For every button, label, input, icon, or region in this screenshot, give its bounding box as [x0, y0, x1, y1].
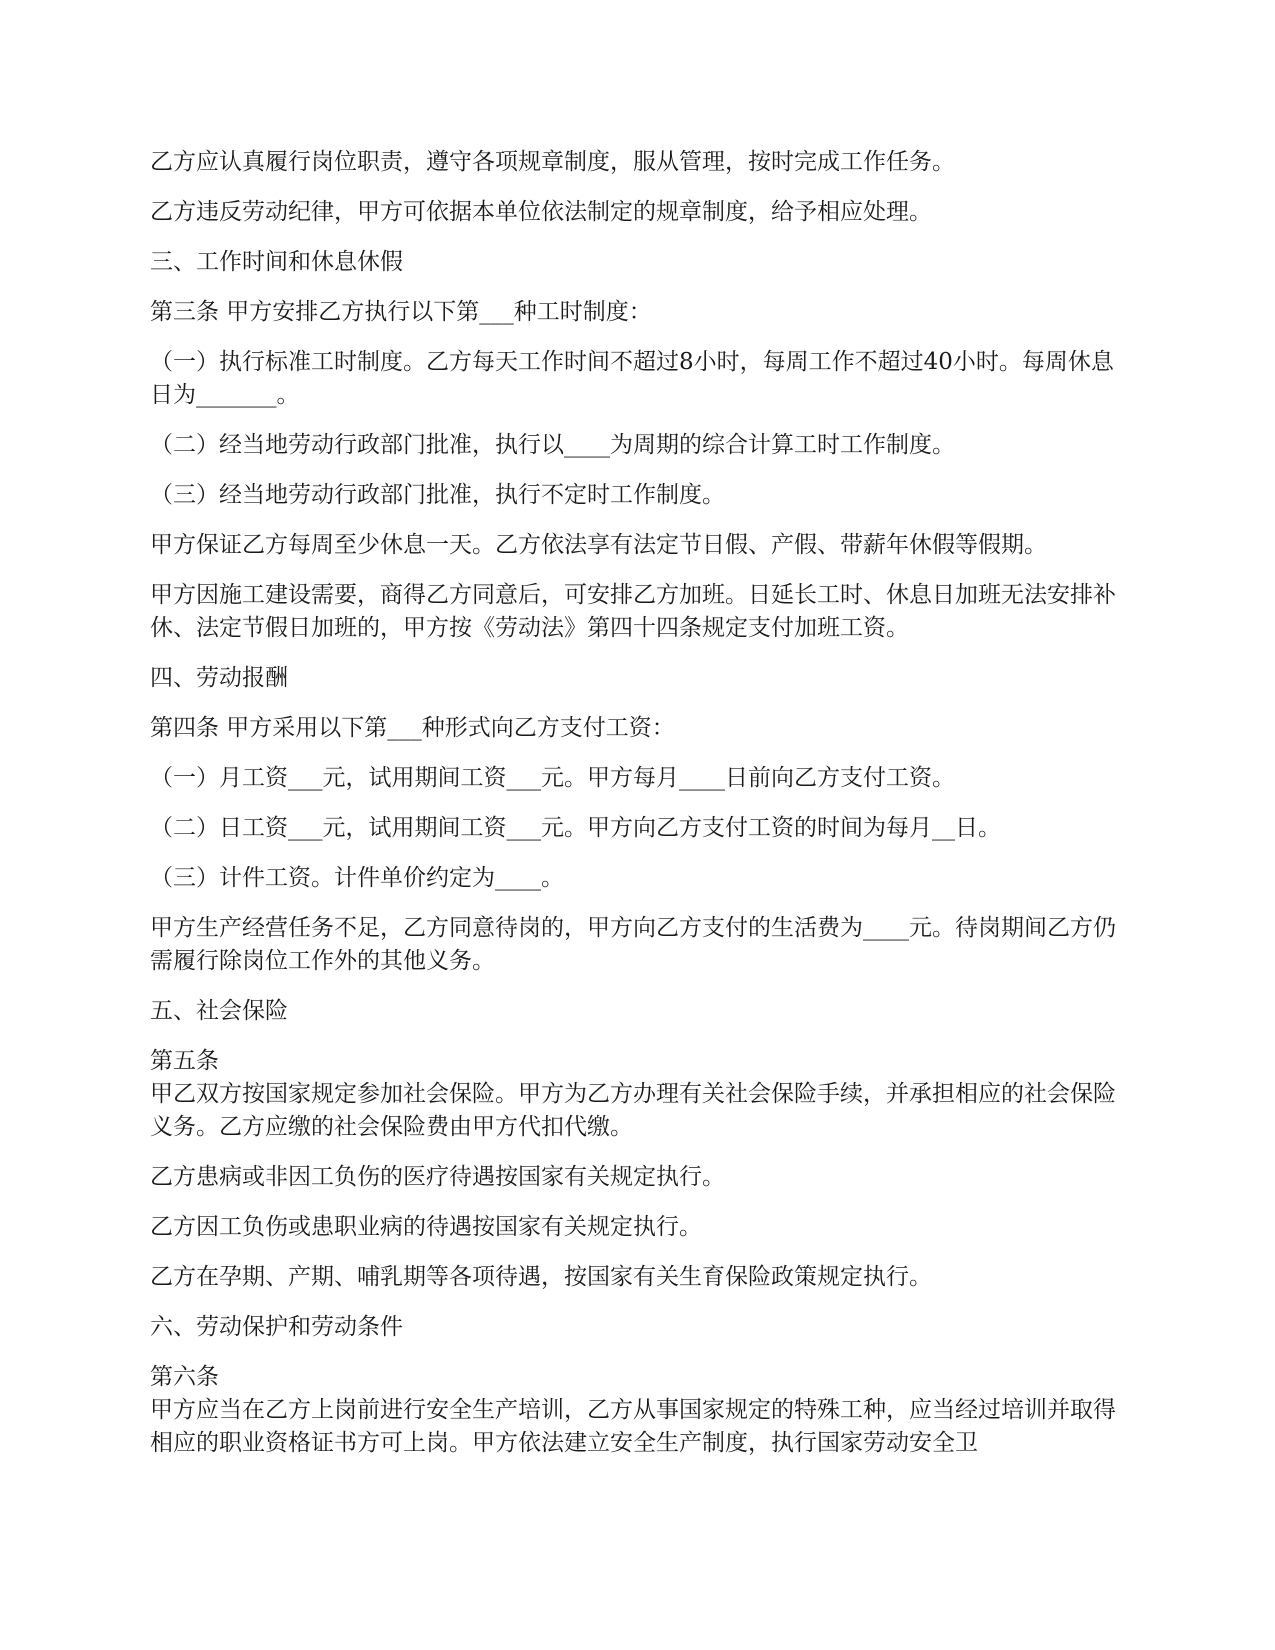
paragraph: （二）经当地劳动行政部门批准，执行以____为周期的综合计算工时工作制度。	[150, 432, 955, 458]
paragraph: 甲乙双方按国家规定参加社会保险。甲方为乙方办理有关社会保险手续，并承担相应的社会保险义务。乙方应缴的社会保险费由甲方代扣代缴。	[150, 1081, 1116, 1140]
paragraph: （一）月工资___元，试用期间工资___元。甲方每月____日前向乙方支付工资。	[150, 765, 955, 791]
paragraph: 乙方患病或非因工负伤的医疗待遇按国家有关规定执行。	[150, 1164, 725, 1190]
paragraph: 甲方应当在乙方上岗前进行安全生产培训，乙方从事国家规定的特殊工种，应当经过培训并取得相应的职业资格证书方可上岗。甲方依法建立安全生产制度，执行国家劳动安全卫	[150, 1397, 1116, 1456]
section-heading: 六、劳动保护和劳动条件	[150, 1314, 403, 1340]
section-heading: 四、劳动报酬	[150, 665, 288, 691]
article-heading: 第三条 甲方安排乙方执行以下第___种工时制度：	[150, 299, 652, 325]
paragraph: 甲方生产经营任务不足，乙方同意待岗的，甲方向乙方支付的生活费为____元。待岗期间乙方仍需履行除岗位工作外的其他义务。	[150, 915, 1116, 974]
paragraph: 乙方违反劳动纪律，甲方可依据本单位依法制定的规章制度，给予相应处理。	[150, 199, 932, 225]
paragraph: （三）经当地劳动行政部门批准，执行不定时工作制度。	[150, 482, 725, 508]
paragraph: 甲方保证乙方每周至少休息一天。乙方依法享有法定节日假、产假、带薪年休假等假期。	[150, 532, 1047, 558]
section-heading: 五、社会保险	[150, 998, 288, 1024]
paragraph: （一）执行标准工时制度。乙方每天工作时间不超过8小时，每周工作不超过40小时。每周休息日为_______。	[150, 349, 1114, 408]
paragraph: 乙方在孕期、产期、哺乳期等各项待遇，按国家有关生育保险政策规定执行。	[150, 1264, 932, 1290]
paragraph: （二）日工资___元，试用期间工资___元。甲方向乙方支付工资的时间为每月__日。	[150, 815, 1001, 841]
paragraph: 甲方因施工建设需要，商得乙方同意后，可安排乙方加班。日延长工时、休息日加班无法安排补休、法定节假日加班的，甲方按《劳动法》第四十四条规定支付加班工资。	[150, 582, 1116, 641]
paragraph: （三）计件工资。计件单价约定为____。	[150, 865, 564, 891]
section-heading: 三、工作时间和休息休假	[150, 249, 403, 275]
article-heading: 第五条	[150, 1048, 219, 1074]
paragraph: 乙方因工负伤或患职业病的待遇按国家有关规定执行。	[150, 1214, 702, 1240]
paragraph: 乙方应认真履行岗位职责，遵守各项规章制度，服从管理，按时完成工作任务。	[150, 149, 955, 175]
document-page	[150, 146, 1130, 1477]
article-heading: 第六条	[150, 1364, 219, 1390]
article-heading: 第四条 甲方采用以下第___种形式向乙方支付工资：	[150, 715, 675, 741]
